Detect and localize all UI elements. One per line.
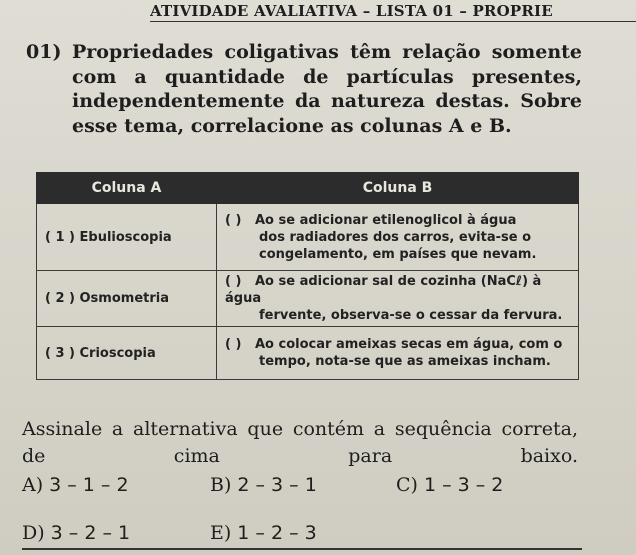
alternative-d[interactable] [22, 522, 130, 544]
column-b-text-line1: Ao se adicionar sal de cozinha (NaCℓ) à água [225, 274, 542, 306]
column-b-item [217, 327, 579, 380]
alternative-letter: D) [22, 522, 45, 544]
column-b-header: Coluna B [217, 173, 579, 204]
column-b-text-rest: tempo, nota-se que as ameixas incham. [259, 354, 551, 369]
alternative-b[interactable] [210, 474, 317, 496]
column-a-item: ( 3 ) Crioscopia [37, 327, 217, 380]
alternative-e[interactable] [210, 522, 317, 544]
alternative-a[interactable] [22, 474, 129, 496]
question-number: 01) [26, 41, 62, 63]
question-block [26, 40, 582, 138]
column-b-text-line1: Ao se adicionar etilenoglicol à água [255, 212, 517, 228]
alternative-c[interactable] [396, 474, 503, 496]
column-b-text-line1: Ao colocar ameixas secas em água, com o [255, 337, 563, 352]
header-divider [150, 21, 636, 22]
instruction-text: Assinale a alternativa que contém a sequência correta, de cima para baixo. [22, 418, 578, 467]
alternative-value: 1 – 3 – 2 [423, 474, 504, 496]
table-row [37, 204, 579, 271]
column-a-item: ( 1 ) Ebulioscopia [37, 204, 217, 271]
alternative-value: 1 – 2 – 3 [237, 522, 317, 544]
alternative-value: 3 – 2 – 1 [50, 522, 131, 544]
bottom-divider [22, 548, 582, 550]
alternative-value: 3 – 1 – 2 [49, 474, 129, 496]
alternative-value: 2 – 3 – 1 [237, 474, 317, 496]
column-b-text-rest: dos radiadores dos carros, evita-se o congelamento, em países que nevam. [259, 229, 537, 262]
answer-blank[interactable]: ( ) [225, 274, 242, 289]
column-b-text-rest: fervente, observa-se o cessar da fervura. [259, 308, 563, 323]
column-a-item: ( 2 ) Osmometria [37, 271, 217, 327]
answer-blank[interactable]: ( ) [225, 212, 242, 228]
table-row [37, 327, 579, 380]
question-text: Propriedades coligativas têm relação somente com a quantidade de partículas presentes, independentemente da natureza destas. Sobre esse tema, correlacione as colunas A e B. [72, 41, 582, 137]
answer-blank[interactable]: ( ) [225, 337, 242, 352]
alternative-letter: A) [22, 474, 44, 496]
table-row [37, 271, 579, 327]
columns-table [36, 172, 579, 380]
alternative-letter: B) [210, 474, 232, 496]
column-b-item [217, 271, 579, 327]
alternative-letter: E) [210, 522, 232, 544]
column-b-item [217, 204, 579, 271]
worksheet-header: ATIVIDADE AVALIATIVA – LISTA 01 – PROPRIE [150, 2, 553, 20]
alternative-letter: C) [396, 474, 418, 496]
column-a-header: Coluna A [37, 173, 217, 204]
